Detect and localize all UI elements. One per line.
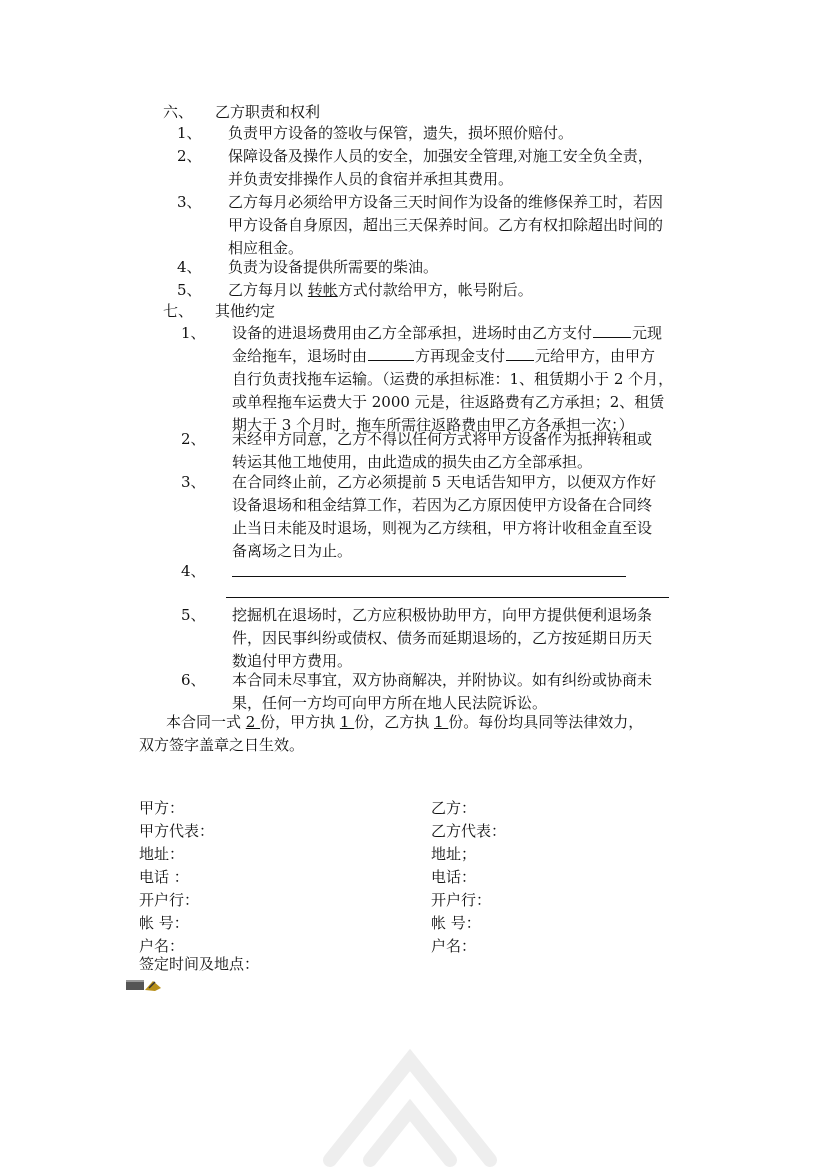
item-number: 3、: [181, 473, 206, 491]
item-text-line-3: 止当日未能及时退场，则视为乙方续租，甲方将计收租金直至设: [232, 519, 653, 537]
item-number: 5、: [177, 281, 202, 299]
section-7-title: 其他约定: [215, 302, 276, 320]
item-text-line-2: 转运其他工地使用，由此造成的损失由乙方全部承担。: [232, 453, 593, 471]
sig-party-b-bank-label: 开户行：: [431, 891, 492, 909]
item-text: 负责甲方设备的签收与保管，遗失，损坏照价赔付。: [228, 124, 574, 142]
section-6-number: 六、: [163, 103, 194, 121]
fill-blank: [368, 345, 414, 361]
sig-party-a-account-label: 帐 号：: [139, 914, 189, 932]
sig-party-b-account-label: 帐 号：: [431, 914, 481, 932]
item-text-line-1: 挖掘机在退场时，乙方应积极协助甲方，向甲方提供便利退场条: [232, 606, 653, 624]
sig-party-b-holder-label: 户名：: [431, 937, 477, 955]
sig-date-place-label: 签定时间及地点：: [139, 955, 260, 973]
item-text-line-5: 期大于 3 个月时，拖车所需往返路费由甲乙方各承担一次；）: [232, 416, 634, 434]
fill-blank: [593, 322, 631, 338]
item-text-line-2: 甲方设备自身原因，超出三天保养时间。乙方有权扣除超出时间的: [228, 216, 664, 234]
item-text-pre: 乙方每月以: [228, 281, 308, 299]
section-7-number: 七、: [163, 302, 194, 320]
text-fragment: 元现: [632, 324, 663, 342]
item-text-line-4: 或单程拖车运费大于 2000 元是，往返路费有乙方承担；2、租赁: [232, 393, 665, 411]
payment-method: 转帐: [307, 281, 338, 299]
sig-party-a-holder-label: 户名：: [139, 937, 185, 955]
text-fragment: 设备的进退场费用由乙方全部承担，进场时由乙方支付: [232, 324, 593, 342]
item-number: 1、: [177, 124, 202, 142]
section-6-title: 乙方职责和权利: [215, 103, 321, 121]
item-number: 4、: [177, 258, 202, 276]
copies-party-b: 1: [433, 713, 449, 731]
section-7-heading: [163, 300, 275, 322]
text-fragment: 元给甲方，由甲方: [535, 347, 656, 365]
item-text-line-4: 备离场之日为止。: [232, 542, 353, 560]
text-fragment: 本合同一式: [166, 713, 246, 731]
text-fragment: 方再现金支付: [415, 347, 506, 365]
sig-party-a-address-label: 地址：: [139, 845, 185, 863]
item-number: 4、: [181, 562, 206, 580]
sig-party-a-bank-label: 开户行：: [139, 891, 200, 909]
item-text: [228, 279, 533, 302]
text-fragment: 份，乙方执: [354, 713, 434, 731]
item-text-post: 方式付款给甲方，帐号附后。: [337, 281, 533, 299]
closing-line-2: 双方签字盖章之日生效。: [139, 736, 305, 754]
fill-blank: [506, 345, 534, 361]
sig-party-b-label: 乙方：: [431, 799, 477, 817]
item-text-line-1: 乙方每月必须给甲方设备三天时间作为设备的维修保养工时，若因: [228, 193, 664, 211]
item-number: 3、: [177, 193, 202, 211]
watermark-graphic: [300, 1020, 520, 1170]
stamp-icon: [125, 978, 163, 992]
item-text-line-1: [232, 322, 662, 345]
blank-line-1: [232, 576, 626, 577]
item-text-line-2: 并负责安排操作人员的食宿并承担其费用。: [228, 170, 514, 188]
sig-party-a-label: 甲方：: [139, 799, 185, 817]
text-fragment: 份。每份均具同等法律效力，: [448, 713, 644, 731]
item-text-line-3: 数追付甲方费用。: [232, 652, 353, 670]
item-text-line-1: 本合同未尽事宜，双方协商解决，并附协议。如有纠纷或协商未: [232, 671, 653, 689]
item-number: 2、: [181, 430, 206, 448]
section-6-heading: [163, 101, 320, 123]
sig-party-a-rep-label: 甲方代表：: [139, 822, 215, 840]
item-text-line-2: 设备退场和租金结算工作，若因为乙方原因使甲方设备在合同终: [232, 496, 653, 514]
item-text-line-3: 自行负责找拖车运输。（运费的承担标准：1、租赁期小于 2 个月，: [232, 370, 674, 388]
item-text-line-3: 相应租金。: [228, 239, 304, 257]
item-number: 2、: [177, 147, 202, 165]
item-text-line-2: 果，任何一方均可向甲方所在地人民法院诉讼。: [232, 694, 548, 712]
item-text-line-1: 在合同终止前，乙方必须提前 5 天电话告知甲方，以便双方作好: [232, 473, 657, 491]
text-fragment: 金给拖车，退场时由: [232, 347, 368, 365]
sig-party-b-phone-label: 电话：: [431, 868, 477, 886]
item-number: 5、: [181, 606, 206, 624]
item-number: 1、: [181, 324, 206, 342]
item-text-line-2: [232, 345, 655, 368]
copies-party-a: 1: [339, 713, 355, 731]
text-fragment: 份，甲方执: [260, 713, 340, 731]
item-text-line-1: 未经甲方同意，乙方不得以任何方式将甲方设备作为抵押转租或: [232, 430, 653, 448]
copies-total: 2: [245, 713, 261, 731]
sig-party-b-rep-label: 乙方代表：: [431, 822, 507, 840]
closing-line-1: [166, 711, 643, 734]
item-number: 6、: [181, 671, 206, 689]
item-text: 负责为设备提供所需要的柴油。: [228, 258, 439, 276]
item-text-line-1: 保障设备及操作人员的安全，加强安全管理,对施工安全负全责，: [228, 147, 653, 165]
sig-party-a-phone-label: 电话 ：: [139, 868, 189, 886]
item-text-line-2: 件，因民事纠纷或债权、债务而延期退场的，乙方按延期日历天: [232, 629, 653, 647]
blank-line-2: [226, 597, 669, 598]
sig-party-b-address-label: 地址；: [431, 845, 477, 863]
